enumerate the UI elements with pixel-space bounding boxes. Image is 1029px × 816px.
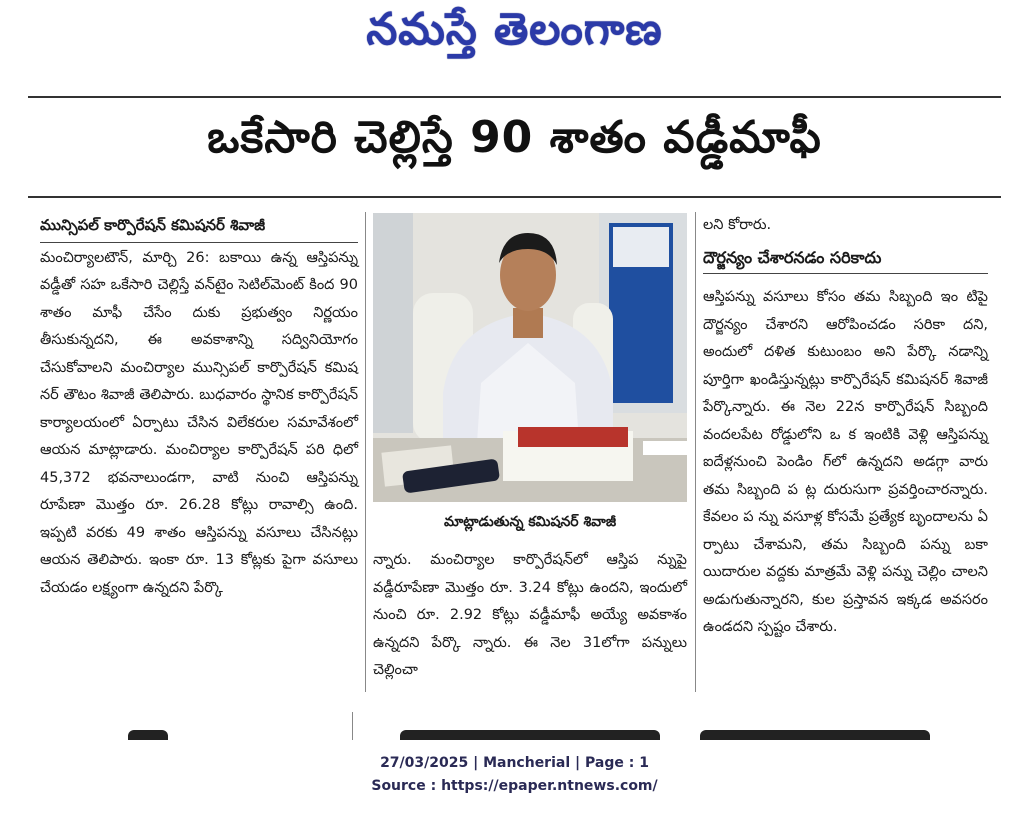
column-divider-1 — [365, 212, 366, 692]
next-article-cutoff — [700, 730, 930, 740]
newspaper-logo-text: నమస్తే తెలంగాణ — [366, 4, 663, 55]
article-column-1 — [40, 212, 358, 602]
article-headline: ఒకేసారి చెల్లిస్తే 90 శాతం వడ్డీమాఫీ — [207, 112, 822, 163]
commissioner-photo — [373, 213, 687, 502]
article-subheading: దౌర్జన్యం చేశారనడం సరికాదు — [703, 244, 988, 275]
photo-caption: మాట్లాడుతున్న కమిషనర్ శివాజీ — [443, 514, 617, 530]
bottom-column-divider — [352, 712, 353, 740]
column-3-text: ఆస్తిపన్ను వసూలు కోసం తమ సిబ్బంది ఇం టిపై దౌర్జన్యం చేశారని ఆరోపించడం సరికా దని, అందులో దళిత కుటుంబం అని పేర్కొ నడాన్ని పూర్తిగా ఖండిస్తున్నట్లు కార్పొరేషన్ కమిషనర్ శివాజీ పేర్కొన్నారు. ఈ నెల 22న కార్పొరేషన్ సిబ్బంది వందలపేట రోడ్డులోని ఒ క ఇంటికి వెళ్లి ఆస్తిపన్ను ఐదేళ్లనుంచి పెండిం గ్‌లో ఉన్నదని అడగ్గా వారు తమ సిబ్బంది ప ట్ల దురుసుగా ప్రవర్తించారన్నారు. కేవలం ప న్ను వసూళ్ల కోసమే ప్రత్యేక బృందాలను ఏ ర్పాటు చేశామని, తమ సిబ్బంది పన్ను బకా యిదారుల వద్దకు మాత్రమే వెళ్లి పన్ను చెల్లిం చాలని అడుగుతున్నారని, కుల ప్రస్తావన ఇక్కడ అవసరం ఉండదని స్పష్టం చేశారు. — [703, 289, 988, 635]
masthead — [0, 4, 1029, 68]
article-column-3 — [703, 212, 988, 642]
commissioner-photo-illustration — [373, 213, 687, 502]
article-byline: మున్సిపల్ కార్పొరేషన్ కమిషనర్ శివాజీ — [40, 212, 358, 243]
headline-divider — [28, 196, 1001, 198]
next-article-cutoff — [128, 730, 168, 740]
column-divider-2 — [695, 212, 696, 692]
footer-source: Source : https://epaper.ntnews.com/ — [371, 778, 658, 794]
column-1-text: మంచిర్యాలటౌన్, మార్చి 26: బకాయి ఉన్న ఆస్తిపన్ను వడ్డీతో సహ ఒకేసారి చెల్లిస్తే వన్‌టైం సెటిల్‌మెంట్ కింద 90 శాతం మాఫీ చేసేం దుకు ప్రభుత్వం నిర్ణయం తీసుకున్నదని, ఈ అవకాశాన్ని సద్వినియోగం చేసుకోవాలని మంచిర్యాల మున్సిపల్ కార్పొరేషన్ కమిష నర్ తౌటం శివాజీ తెలిపారు. బుధవారం స్థానిక కార్పొరేషన్ కార్యాలయంలో ఏర్పాటు చేసిన విలేకరుల సమావేశంలో ఆయన మాట్లాడారు. మంచిర్యాల కార్పొరేషన్ పరి ధిలో 45,372 భవనాలుండగా, వాటి నుంచి ఆస్తిపన్ను రూపేణా మొత్తం రూ. 26.28 కోట్లు రావాల్సి ఉంది. ఇప్పటి వరకు 49 శాతం ఆస్తిపన్ను వసూలు చేసినట్లు ఆయన తెలిపారు. ఇంకా రూ. 13 కోట్లకు పైగా వసూలు చేయడం లక్ష్యంగా ఉన్నదని పేర్కొ — [40, 249, 358, 596]
column-3-lead: లని కోరారు. — [703, 217, 772, 233]
next-article-cutoff — [400, 730, 660, 740]
masthead-divider — [28, 96, 1001, 98]
column-2-text: న్నారు. మంచిర్యాల కార్పొరేషన్‌లో ఆస్తిప న్నుపై వడ్డీరూపేణా మొత్తం రూ. 3.24 కోట్లు ఉందని, ఇందులో నుంచి రూ. 2.92 కోట్లు వడ్డీమాఫీ అయ్యే అవకాశం ఉన్నదని పేర్కొ న్నారు. ఈ నెల 31లోగా పన్నులు చెల్లించా — [373, 552, 687, 678]
footer-date-edition: 27/03/2025 | Mancherial | Page : 1 — [380, 755, 649, 771]
article-column-2 — [373, 547, 687, 685]
